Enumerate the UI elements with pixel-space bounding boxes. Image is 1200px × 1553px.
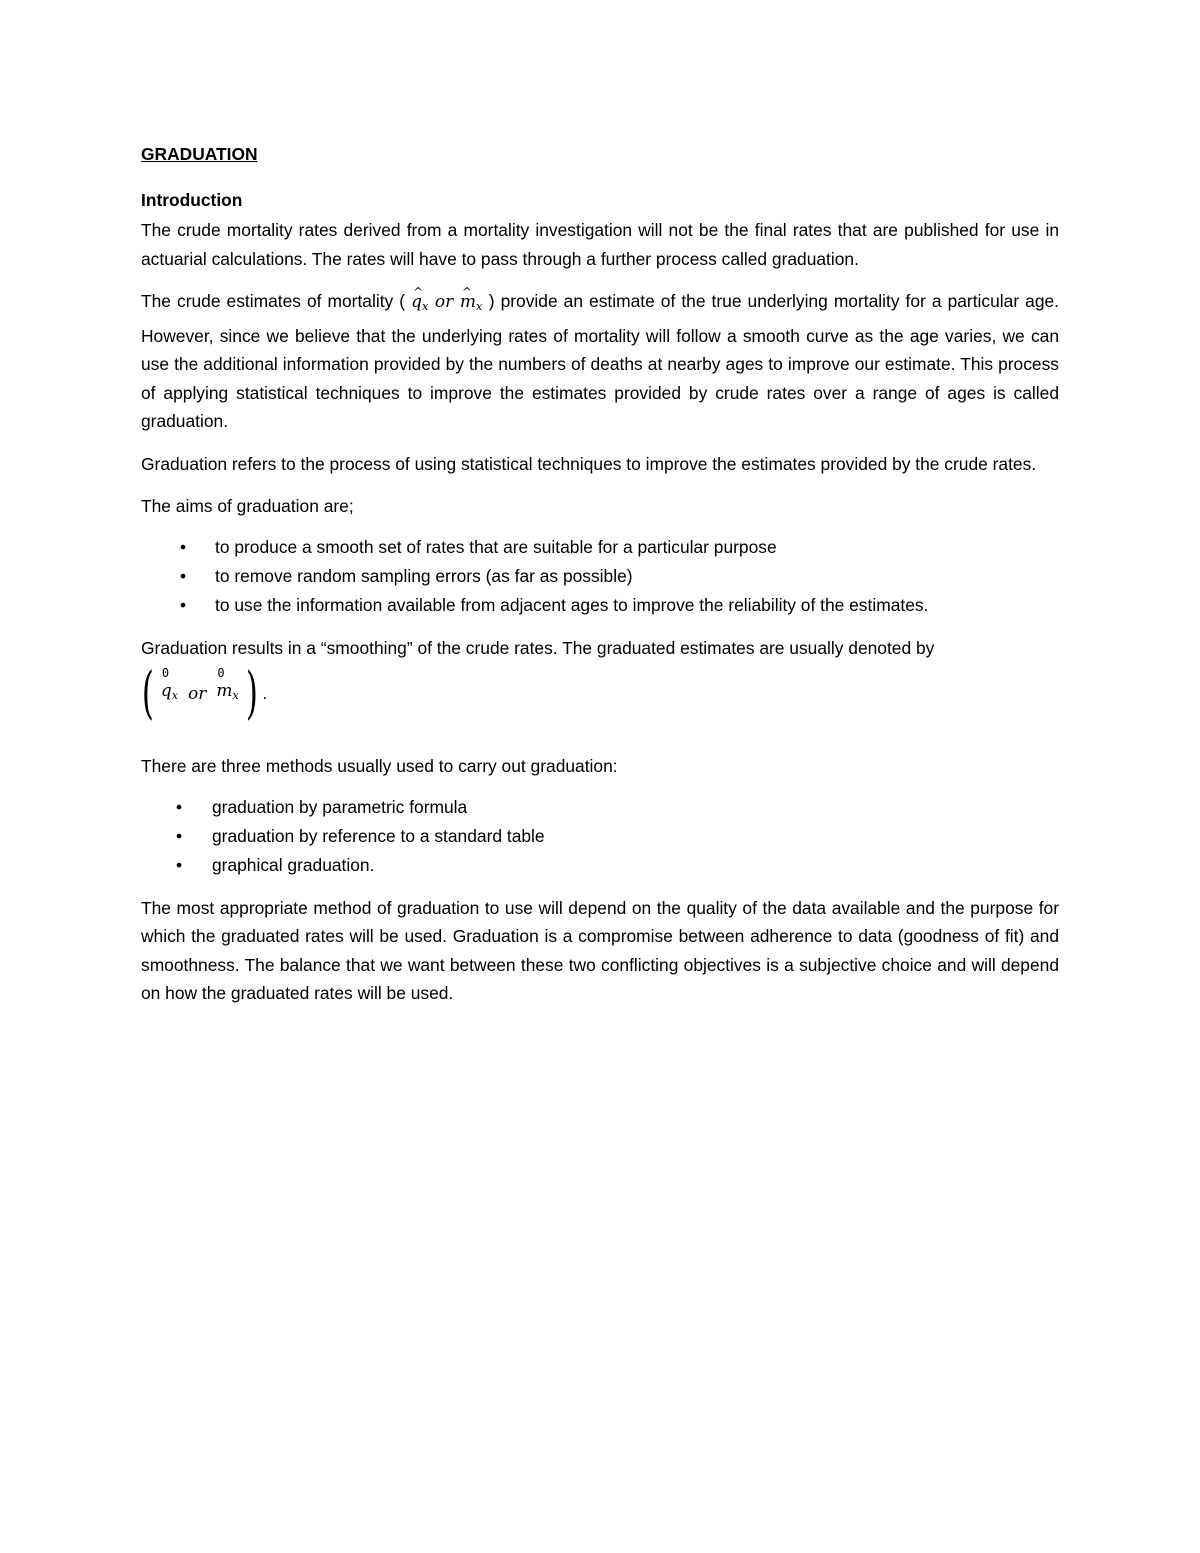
list-item-text: graduation by parametric formula	[212, 796, 468, 817]
bullet-icon: •	[175, 796, 183, 817]
formula-period: .	[262, 683, 268, 703]
bullet-icon: •	[179, 594, 187, 615]
overmark-zero: 0	[217, 666, 225, 681]
list-item	[141, 822, 1059, 851]
bullet-icon: •	[175, 854, 183, 875]
m-hat-symbol: ^ m	[460, 288, 476, 317]
list-item	[141, 793, 1059, 822]
overmark-zero: 0	[161, 666, 170, 681]
aims-intro: The aims of graduation are;	[141, 496, 354, 516]
m-graduated-symbol: 0 $m_x$	[216, 677, 238, 711]
list-item	[141, 591, 1059, 620]
document-title: GRADUATION	[141, 144, 258, 164]
graduated-estimate-formula	[137, 661, 1059, 726]
paragraph-appropriate-method: The most appropriate method of graduation to use will depend on the quality of the data available and the purpose for which the graduated rates will be used. Graduation is a compromise between adherence to data (goodness of fit) and smoothness. The balance that we want between these two conflicting objectives is a subjective choice and will depend on how the graduated rates will be used.	[141, 897, 1059, 1003]
list-item-text: to use the information available from adjacent ages to improve the reliability of the estimates.	[215, 594, 929, 615]
m-subscript: x	[475, 300, 483, 313]
paragraph-crude-estimates-lead: The crude estimates of mortality (	[141, 291, 406, 311]
bullet-icon: •	[179, 565, 187, 586]
paragraph-smoothing-text: Graduation results in a “smoothing” of the crude rates. The graduated estimates are usually denoted by	[141, 637, 935, 658]
list-item-text: graduation by reference to a standard table	[212, 825, 545, 846]
list-item	[141, 851, 1059, 880]
list-item-text: to remove random sampling errors (as far as possible)	[215, 565, 633, 586]
methods-intro: There are three methods usually used to carry out graduation:	[141, 756, 618, 776]
list-item-text: to produce a smooth set of rates that are suitable for a particular purpose	[215, 536, 777, 557]
formula-connector: or	[187, 683, 207, 704]
document-page	[141, 140, 1059, 1022]
bullet-icon: •	[175, 825, 183, 846]
paragraph-crude-rates: The crude mortality rates derived from a mortality investigation will not be the final rates that are published for use in actuarial calculations. The rates will have to pass through a further process called graduation.	[141, 220, 1059, 269]
list-item-text: graphical graduation.	[212, 854, 375, 875]
aims-list	[141, 533, 1059, 620]
list-item	[141, 562, 1059, 591]
right-paren: )	[245, 661, 258, 726]
crude-estimate-formula	[411, 292, 489, 312]
q-hat-symbol: ^ q	[411, 288, 422, 317]
bullet-icon: •	[179, 536, 187, 557]
section-heading: Introduction	[141, 190, 243, 210]
q-graduated-symbol: 0 $q_x$	[161, 677, 178, 711]
paragraph-smoothing	[141, 634, 1059, 663]
list-item	[141, 533, 1059, 562]
paragraph-graduation-definition: Graduation refers to the process of using statistical techniques to improve the estimates provided by the crude rates.	[141, 453, 1037, 474]
formula-connector: or	[434, 292, 454, 312]
methods-list	[141, 793, 1059, 880]
paragraph-crude-estimates-rest: ) provide an estimate of the true underlying mortality for a particular age. However, since we believe that the underlying rates of mortality will follow a smooth curve as the age varies, we can use the additional information provided by the numbers of deaths at nearby ages to improve our estimate. This process of applying statistical techniques to improve the estimates provided by crude rates over a range of ages is called graduation.	[141, 291, 1059, 431]
paragraph-crude-estimates	[141, 287, 1059, 436]
left-paren: (	[141, 661, 154, 726]
q-subscript: x	[422, 300, 429, 313]
